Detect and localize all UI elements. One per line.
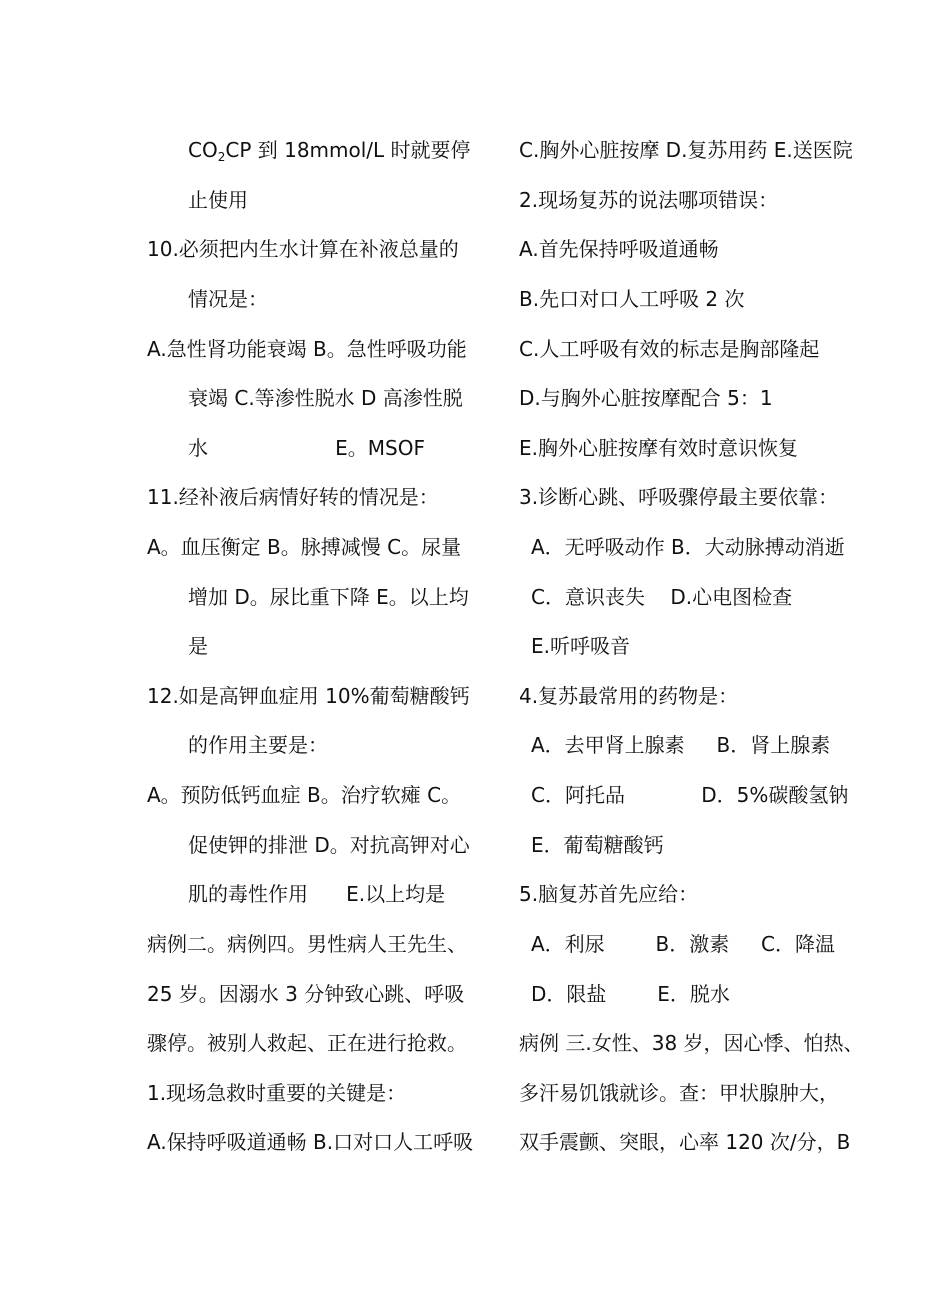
q9-continuation-line-2: 止使用 <box>188 188 248 212</box>
q11-options-line-3: 是 <box>188 634 208 658</box>
case-q2-option-d: D.与胸外心脏按摩配合 5：1 <box>519 386 773 410</box>
case-q2-option-c: C.人工呼吸有效的标志是胸部隆起 <box>519 337 820 361</box>
case-description-line-3: 骤停。被别人救起、正在进行抢救。 <box>147 1031 467 1055</box>
q12-question-line-1: 12.如是高钾血症用 10%葡萄糖酸钙 <box>147 684 470 708</box>
case-q3-options-line-2: C．意识丧失 D.心电图检查 <box>531 585 793 609</box>
case-q2-option-b: B.先口对口人工呼吸 2 次 <box>519 287 745 311</box>
case-q4-options-line-1: A．去甲肾上腺素 B．肾上腺素 <box>531 733 831 757</box>
case-q5-options-line-2: D．限盐 E．脱水 <box>531 982 730 1006</box>
case-description-line-1: 病例二。病例四。男性病人王先生、 <box>147 932 467 956</box>
case-q1-options-line-2: C.胸外心脏按摩 D.复苏用药 E.送医院 <box>519 138 853 162</box>
case-q3-options-line-3: E.听呼吸音 <box>531 634 630 658</box>
case-q5-options-line-1: A．利尿 B．激素 C．降温 <box>531 932 836 956</box>
q12-question-line-2: 的作用主要是： <box>188 733 328 757</box>
case-q5-question: 5.脑复苏首先应给： <box>519 882 699 906</box>
case-q2-option-e: E.胸外心脏按摩有效时意识恢复 <box>519 436 798 460</box>
case-q4-question: 4.复苏最常用的药物是： <box>519 684 739 708</box>
case3-description-line-3: 双手震颤、突眼，心率 120 次/分，B <box>519 1130 851 1154</box>
case-q3-question: 3.诊断心跳、呼吸骤停最主要依靠： <box>519 485 839 509</box>
case3-description-line-1: 病例 三.女性、38 岁，因心悸、怕热、 <box>519 1031 864 1055</box>
q10-options-line-2: 衰竭 C.等渗性脱水 D 高渗性脱 <box>188 386 463 410</box>
case-q2-option-a: A.首先保持呼吸道通畅 <box>519 237 719 261</box>
q10-options-line-3: 水 E。MSOF <box>188 436 425 460</box>
case-q1-options-line-1: A.保持呼吸道通畅 B.口对口人工呼吸 <box>147 1130 474 1154</box>
q12-options-line-2: 促使钾的排泄 D。对抗高钾对心 <box>188 833 470 857</box>
q11-options-line-1: A。血压衡定 B。脉搏减慢 C。尿量 <box>147 535 462 559</box>
q9-subscript: 2 <box>217 150 226 164</box>
q12-options-line-3: 肌的毒性作用 E.以上均是 <box>188 882 446 906</box>
q10-question-line-2: 情况是： <box>188 287 268 311</box>
case-q2-question: 2.现场复苏的说法哪项错误： <box>519 188 779 212</box>
q9-continuation-line-1 <box>188 138 471 162</box>
q10-options-line-1: A.急性肾功能衰竭 B。急性呼吸功能 <box>147 337 467 361</box>
q9-text-rest: CP 到 18mmol/L 时就要停 <box>225 138 471 162</box>
case3-description-line-2: 多汗易饥饿就诊。查：甲状腺肿大， <box>519 1081 839 1105</box>
q11-question-line: 11.经补液后病情好转的情况是： <box>147 485 439 509</box>
case-q3-options-line-1: A．无呼吸动作 B．大动脉搏动消逝 <box>531 535 845 559</box>
case-q4-options-line-2: C．阿托品 D．5%碳酸氢钠 <box>531 783 849 807</box>
q12-options-line-1: A。预防低钙血症 B。治疗软瘫 C。 <box>147 783 462 807</box>
case-q4-options-line-3: E．葡萄糖酸钙 <box>531 833 664 857</box>
case-q1-question: 1.现场急救时重要的关键是： <box>147 1081 407 1105</box>
q11-options-line-2: 增加 D。尿比重下降 E。以上均 <box>188 585 469 609</box>
q10-question-line-1: 10.必须把内生水计算在补液总量的 <box>147 237 459 261</box>
q9-text-co: CO <box>188 138 218 162</box>
case-description-line-2: 25 岁。因溺水 3 分钟致心跳、呼吸 <box>147 982 465 1006</box>
